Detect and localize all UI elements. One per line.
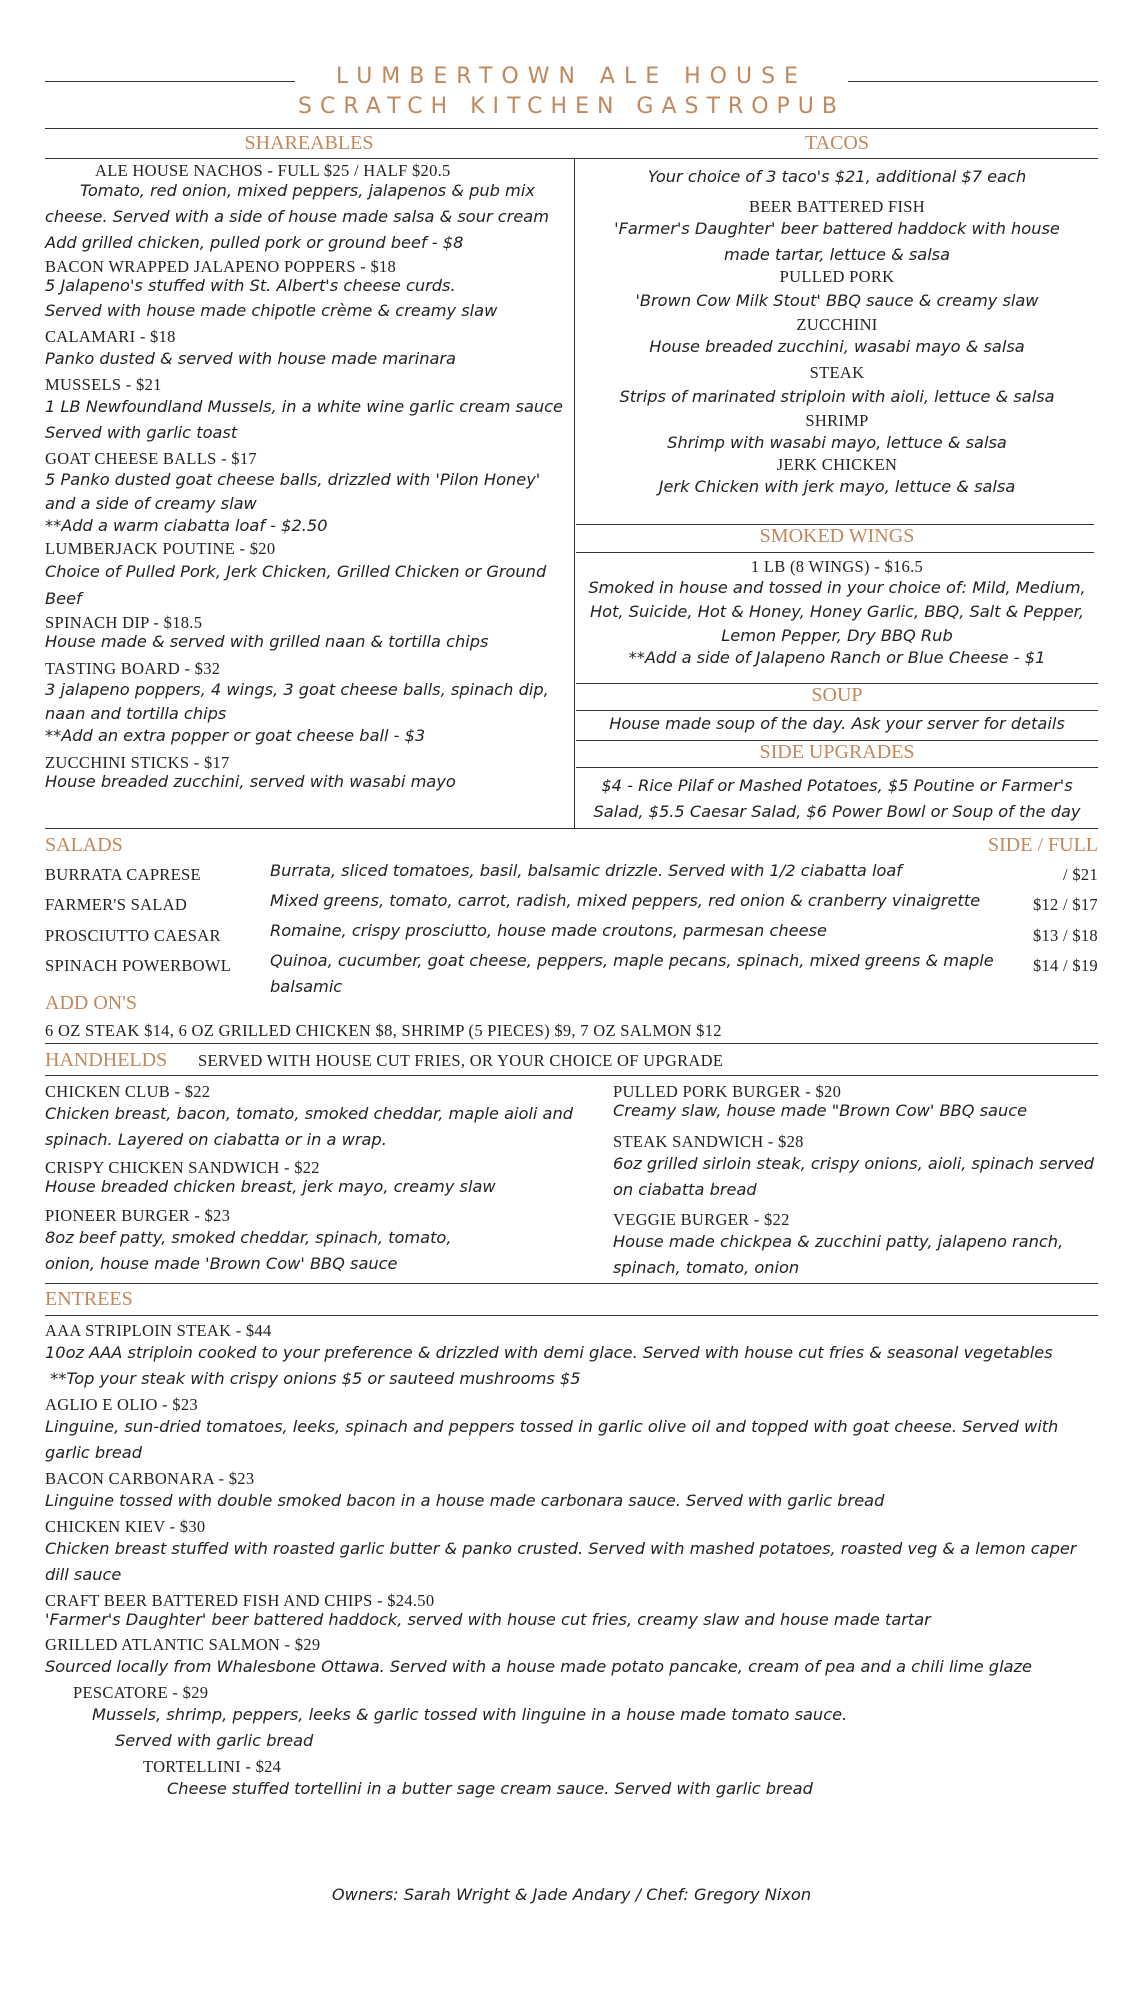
- handheld-steak-desc: 6oz grilled sirloin steak, crispy onions, aioli, spinach served on ciabatta bread: [613, 1154, 1095, 1199]
- wings-extra: **Add a side of Jalapeno Ranch or Blue Cheese - $1: [628, 648, 1046, 667]
- taco-jerk-desc: Jerk Chicken with jerk mayo, lettuce & salsa: [658, 477, 1016, 496]
- handheld-crispy-name: CRISPY CHICKEN SANDWICH - $22: [45, 1158, 320, 1177]
- handhelds-left: [45, 1083, 585, 1277]
- item-poutine-desc: Choice of Pulled Pork, Jerk Chicken, Grilled Chicken or Ground Beef: [45, 562, 547, 608]
- handheld-pulled-pork-desc: Creamy slaw, house made "Brown Cow' BBQ sauce: [613, 1101, 1028, 1120]
- upgrades-rule-bottom: [576, 767, 1098, 768]
- taco-pork-desc: 'Brown Cow Milk Stout' BBQ sauce & creamy slaw: [635, 291, 1039, 310]
- wings-section: [576, 558, 1098, 668]
- taco-zucchini-name: ZUCCHINI: [796, 315, 878, 334]
- salad-caesar-name: PROSCIUTTO CAESAR: [45, 926, 221, 945]
- upgrades-title: SIDE UPGRADES: [759, 741, 915, 763]
- entree-tortellini-desc: Cheese stuffed tortellini in a butter sage cream sauce. Served with garlic bread: [167, 1779, 813, 1798]
- taco-shrimp-desc: Shrimp with wasabi mayo, lettuce & salsa: [667, 433, 1007, 452]
- wings-rule-bottom: [576, 552, 1094, 553]
- entree-kiev-desc: Chicken breast stuffed with roasted garlic butter & panko crusted. Served with mashed potatoes, roasted veg & a lemon caper dill sauce: [45, 1539, 1077, 1584]
- handheld-veggie-name: VEGGIE BURGER - $22: [613, 1210, 790, 1229]
- upgrades-desc: $4 - Rice Pilaf or Mashed Potatoes, $5 Poutine or Farmer's Salad, $5.5 Caesar Salad, $6 Power Bowl or Soup of the day: [593, 776, 1081, 821]
- taco-fish-desc: 'Farmer's Daughter' beer battered haddock with house made tartar, lettuce & salsa: [614, 219, 1060, 264]
- item-calamari-desc: Panko dusted & served with house made marinara: [45, 349, 456, 368]
- salad-farmers-desc: Mixed greens, tomato, carrot, radish, mixed peppers, red onion & cranberry vinaigrette: [270, 891, 981, 910]
- salads-size-header: SIDE / FULL: [988, 834, 1098, 856]
- entree-striploin-name: AAA STRIPLOIN STEAK - $44: [45, 1321, 272, 1340]
- handheld-club-desc: Chicken breast, bacon, tomato, smoked cheddar, maple aioli and spinach. Layered on ciabatta or in a wrap.: [45, 1104, 573, 1149]
- section-rule: [45, 158, 1098, 159]
- entree-pescatore-desc1: Mussels, shrimp, peppers, leeks & garlic tossed with linguine in a house made tomato sauce.: [92, 1705, 848, 1724]
- restaurant-tagline: SCRATCH KITCHEN GASTROPUB: [298, 94, 845, 119]
- handhelds-right: [613, 1083, 1100, 1281]
- entrees-rule-bottom: [45, 1315, 1098, 1316]
- taco-steak-name: STEAK: [809, 363, 865, 382]
- entree-carbonara-desc: Linguine tossed with double smoked bacon in a house made carbonara sauce. Served with garlic bread: [45, 1491, 885, 1510]
- handheld-veggie-desc: House made chickpea & zucchini patty, jalapeno ranch, spinach, tomato, onion: [613, 1232, 1064, 1277]
- salad-burrata-price: / $21: [1063, 865, 1098, 884]
- entrees-list: [45, 1322, 1098, 1802]
- item-mussels-desc: 1 LB Newfoundland Mussels, in a white wine garlic cream sauce Served with garlic toast: [45, 397, 564, 442]
- salad-caesar-price: $13 / $18: [1032, 926, 1098, 945]
- handheld-pioneer-desc: 8oz beef patty, smoked cheddar, spinach, tomato, onion, house made 'Brown Cow' BBQ sauce: [45, 1228, 452, 1273]
- salad-burrata-desc: Burrata, sliced tomatoes, basil, balsamic drizzle. Served with 1/2 ciabatta loaf: [270, 861, 903, 880]
- handheld-steak-name: STEAK SANDWICH - $28: [613, 1132, 804, 1151]
- item-mussels-name: MUSSELS - $21: [45, 375, 162, 394]
- handhelds-title: HANDHELDS: [45, 1049, 168, 1071]
- handheld-crispy-desc: House breaded chicken breast, jerk mayo, creamy slaw: [45, 1177, 496, 1196]
- handhelds-rule-bottom: [45, 1075, 1098, 1076]
- handheld-pioneer-name: PIONEER BURGER - $23: [45, 1206, 231, 1225]
- salad-powerbowl-price: $14 / $19: [1032, 956, 1098, 975]
- header-rule-bottom: [45, 128, 1098, 129]
- entree-striploin-desc: 10oz AAA striploin cooked to your preference & drizzled with demi glace. Served with house cut fries & seasonal vegetables: [45, 1343, 1053, 1362]
- column-divider: [574, 158, 575, 828]
- entree-aglio-desc: Linguine, sun-dried tomatoes, leeks, spinach and peppers tossed in garlic olive oil and topped with goat cheese. Served with garlic bread: [45, 1417, 1059, 1462]
- item-tasting-board-extra: **Add an extra popper or goat cheese ball - $3: [45, 726, 426, 745]
- entree-pescatore-name: PESCATORE - $29: [73, 1683, 209, 1702]
- salad-burrata-name: BURRATA CAPRESE: [45, 865, 201, 884]
- entree-aglio-name: AGLIO E OLIO - $23: [45, 1395, 198, 1414]
- salad-caesar-desc: Romaine, crispy prosciutto, house made croutons, parmesan cheese: [270, 921, 827, 940]
- salad-powerbowl-desc: Quinoa, cucumber, goat cheese, peppers, maple pecans, spinach, mixed greens & maple balsamic: [270, 951, 994, 996]
- tacos-intro: Your choice of 3 taco's $21, additional $7 each: [647, 167, 1027, 186]
- taco-jerk-name: JERK CHICKEN: [776, 455, 898, 474]
- shareables-list: [45, 162, 571, 792]
- wings-size: 1 LB (8 WINGS) - $16.5: [750, 557, 924, 576]
- shareables-title: SHAREABLES: [244, 132, 374, 154]
- item-tasting-board-desc: 3 jalapeno poppers, 4 wings, 3 goat cheese balls, spinach dip, naan and tortilla chips: [45, 680, 549, 723]
- item-calamari-name: CALAMARI - $18: [45, 327, 176, 346]
- handhelds-subtitle: SERVED WITH HOUSE CUT FRIES, OR YOUR CHOICE OF UPGRADE: [198, 1051, 724, 1070]
- entree-kiev-name: CHICKEN KIEV - $30: [45, 1517, 206, 1536]
- entrees-rule-top: [45, 1283, 1098, 1284]
- handheld-pulled-pork-name: PULLED PORK BURGER - $20: [613, 1082, 842, 1101]
- item-nachos-extra: Add grilled chicken, pulled pork or ground beef - $8: [45, 233, 464, 252]
- salads-title: SALADS: [45, 834, 123, 856]
- item-goat-cheese-name: GOAT CHEESE BALLS - $17: [45, 449, 257, 468]
- salads-rule-top: [45, 828, 1098, 829]
- footer-credits: Owners: Sarah Wright & Jade Andary / Chef: Gregory Nixon: [331, 1885, 812, 1904]
- item-zucchini-sticks-name: ZUCCHINI STICKS - $17: [45, 753, 230, 772]
- entree-striploin-extra: **Top your steak with crispy onions $5 or sauteed mushrooms $5: [45, 1369, 581, 1388]
- taco-pork-name: PULLED PORK: [779, 267, 895, 286]
- wings-title: SMOKED WINGS: [759, 525, 915, 547]
- item-goat-cheese-extra: **Add a warm ciabatta loaf - $2.50: [45, 516, 328, 535]
- entree-pescatore-desc2: Served with garlic bread: [115, 1731, 314, 1750]
- item-nachos-name: ALE HOUSE NACHOS - FULL $25 / HALF $20.5: [95, 161, 451, 180]
- item-nachos-desc: Tomato, red onion, mixed peppers, jalapenos & pub mix cheese. Served with a side of house made salsa & sour cream: [45, 181, 549, 226]
- handhelds-rule-top: [45, 1043, 1098, 1044]
- addons-text: 6 OZ STEAK $14, 6 OZ GRILLED CHICKEN $8, SHRIMP (5 PIECES) $9, 7 OZ SALMON $12: [45, 1021, 722, 1040]
- item-spinach-dip-desc: House made & served with grilled naan & tortilla chips: [45, 632, 489, 651]
- taco-fish-name: BEER BATTERED FISH: [749, 197, 925, 216]
- item-tasting-board-name: TASTING BOARD - $32: [45, 659, 221, 678]
- entree-carbonara-name: BACON CARBONARA - $23: [45, 1469, 255, 1488]
- item-poutine-name: LUMBERJACK POUTINE - $20: [45, 539, 276, 558]
- item-zucchini-sticks-desc: House breaded zucchini, served with wasabi mayo: [45, 772, 456, 791]
- tacos-title: TACOS: [805, 132, 869, 154]
- taco-steak-desc: Strips of marinated striploin with aioli, lettuce & salsa: [619, 387, 1055, 406]
- entrees-title: ENTREES: [45, 1288, 133, 1310]
- item-spinach-dip-name: SPINACH DIP - $18.5: [45, 613, 203, 632]
- handheld-club-name: CHICKEN CLUB - $22: [45, 1082, 211, 1101]
- item-goat-cheese-desc: 5 Panko dusted goat cheese balls, drizzled with 'Pilon Honey' and a side of creamy slaw: [45, 470, 541, 513]
- salad-powerbowl-name: SPINACH POWERBOWL: [45, 956, 232, 975]
- taco-zucchini-desc: House breaded zucchini, wasabi mayo & salsa: [649, 337, 1025, 356]
- salad-farmers-price: $12 / $17: [1032, 895, 1098, 914]
- soup-desc: House made soup of the day. Ask your server for details: [609, 714, 1065, 733]
- item-poppers-desc1: 5 Jalapeno's stuffed with St. Albert's cheese curds.: [45, 276, 456, 295]
- item-poppers-desc2: Served with house made chipotle crème & creamy slaw: [45, 301, 498, 320]
- tacos-list: [576, 164, 1098, 500]
- taco-shrimp-name: SHRIMP: [805, 411, 869, 430]
- item-poppers-name: BACON WRAPPED JALAPENO POPPERS - $18: [45, 257, 397, 276]
- entree-salmon-desc: Sourced locally from Whalesbone Ottawa. Served with a house made potato pancake, cream of pea and a chili lime glaze: [45, 1657, 1032, 1676]
- entree-fish-chips-desc: 'Farmer's Daughter' beer battered haddock, served with house cut fries, creamy slaw and house made tartar: [45, 1610, 931, 1629]
- salad-farmers-name: FARMER'S SALAD: [45, 895, 188, 914]
- restaurant-name: LUMBERTOWN ALE HOUSE: [336, 64, 807, 89]
- wings-desc: Smoked in house and tossed in your choice of: Mild, Medium, Hot, Suicide, Hot & Honey, Honey Garlic, BBQ, Salt & Pepper, Lemon Pepper, Dry BBQ Rub: [588, 578, 1086, 645]
- soup-title: SOUP: [811, 684, 863, 706]
- entree-fish-chips-name: CRAFT BEER BATTERED FISH AND CHIPS - $24.50: [45, 1591, 435, 1610]
- entree-salmon-name: GRILLED ATLANTIC SALMON - $29: [45, 1635, 321, 1654]
- entree-tortellini-name: TORTELLINI - $24: [143, 1757, 282, 1776]
- addons-title: ADD ON'S: [45, 992, 137, 1014]
